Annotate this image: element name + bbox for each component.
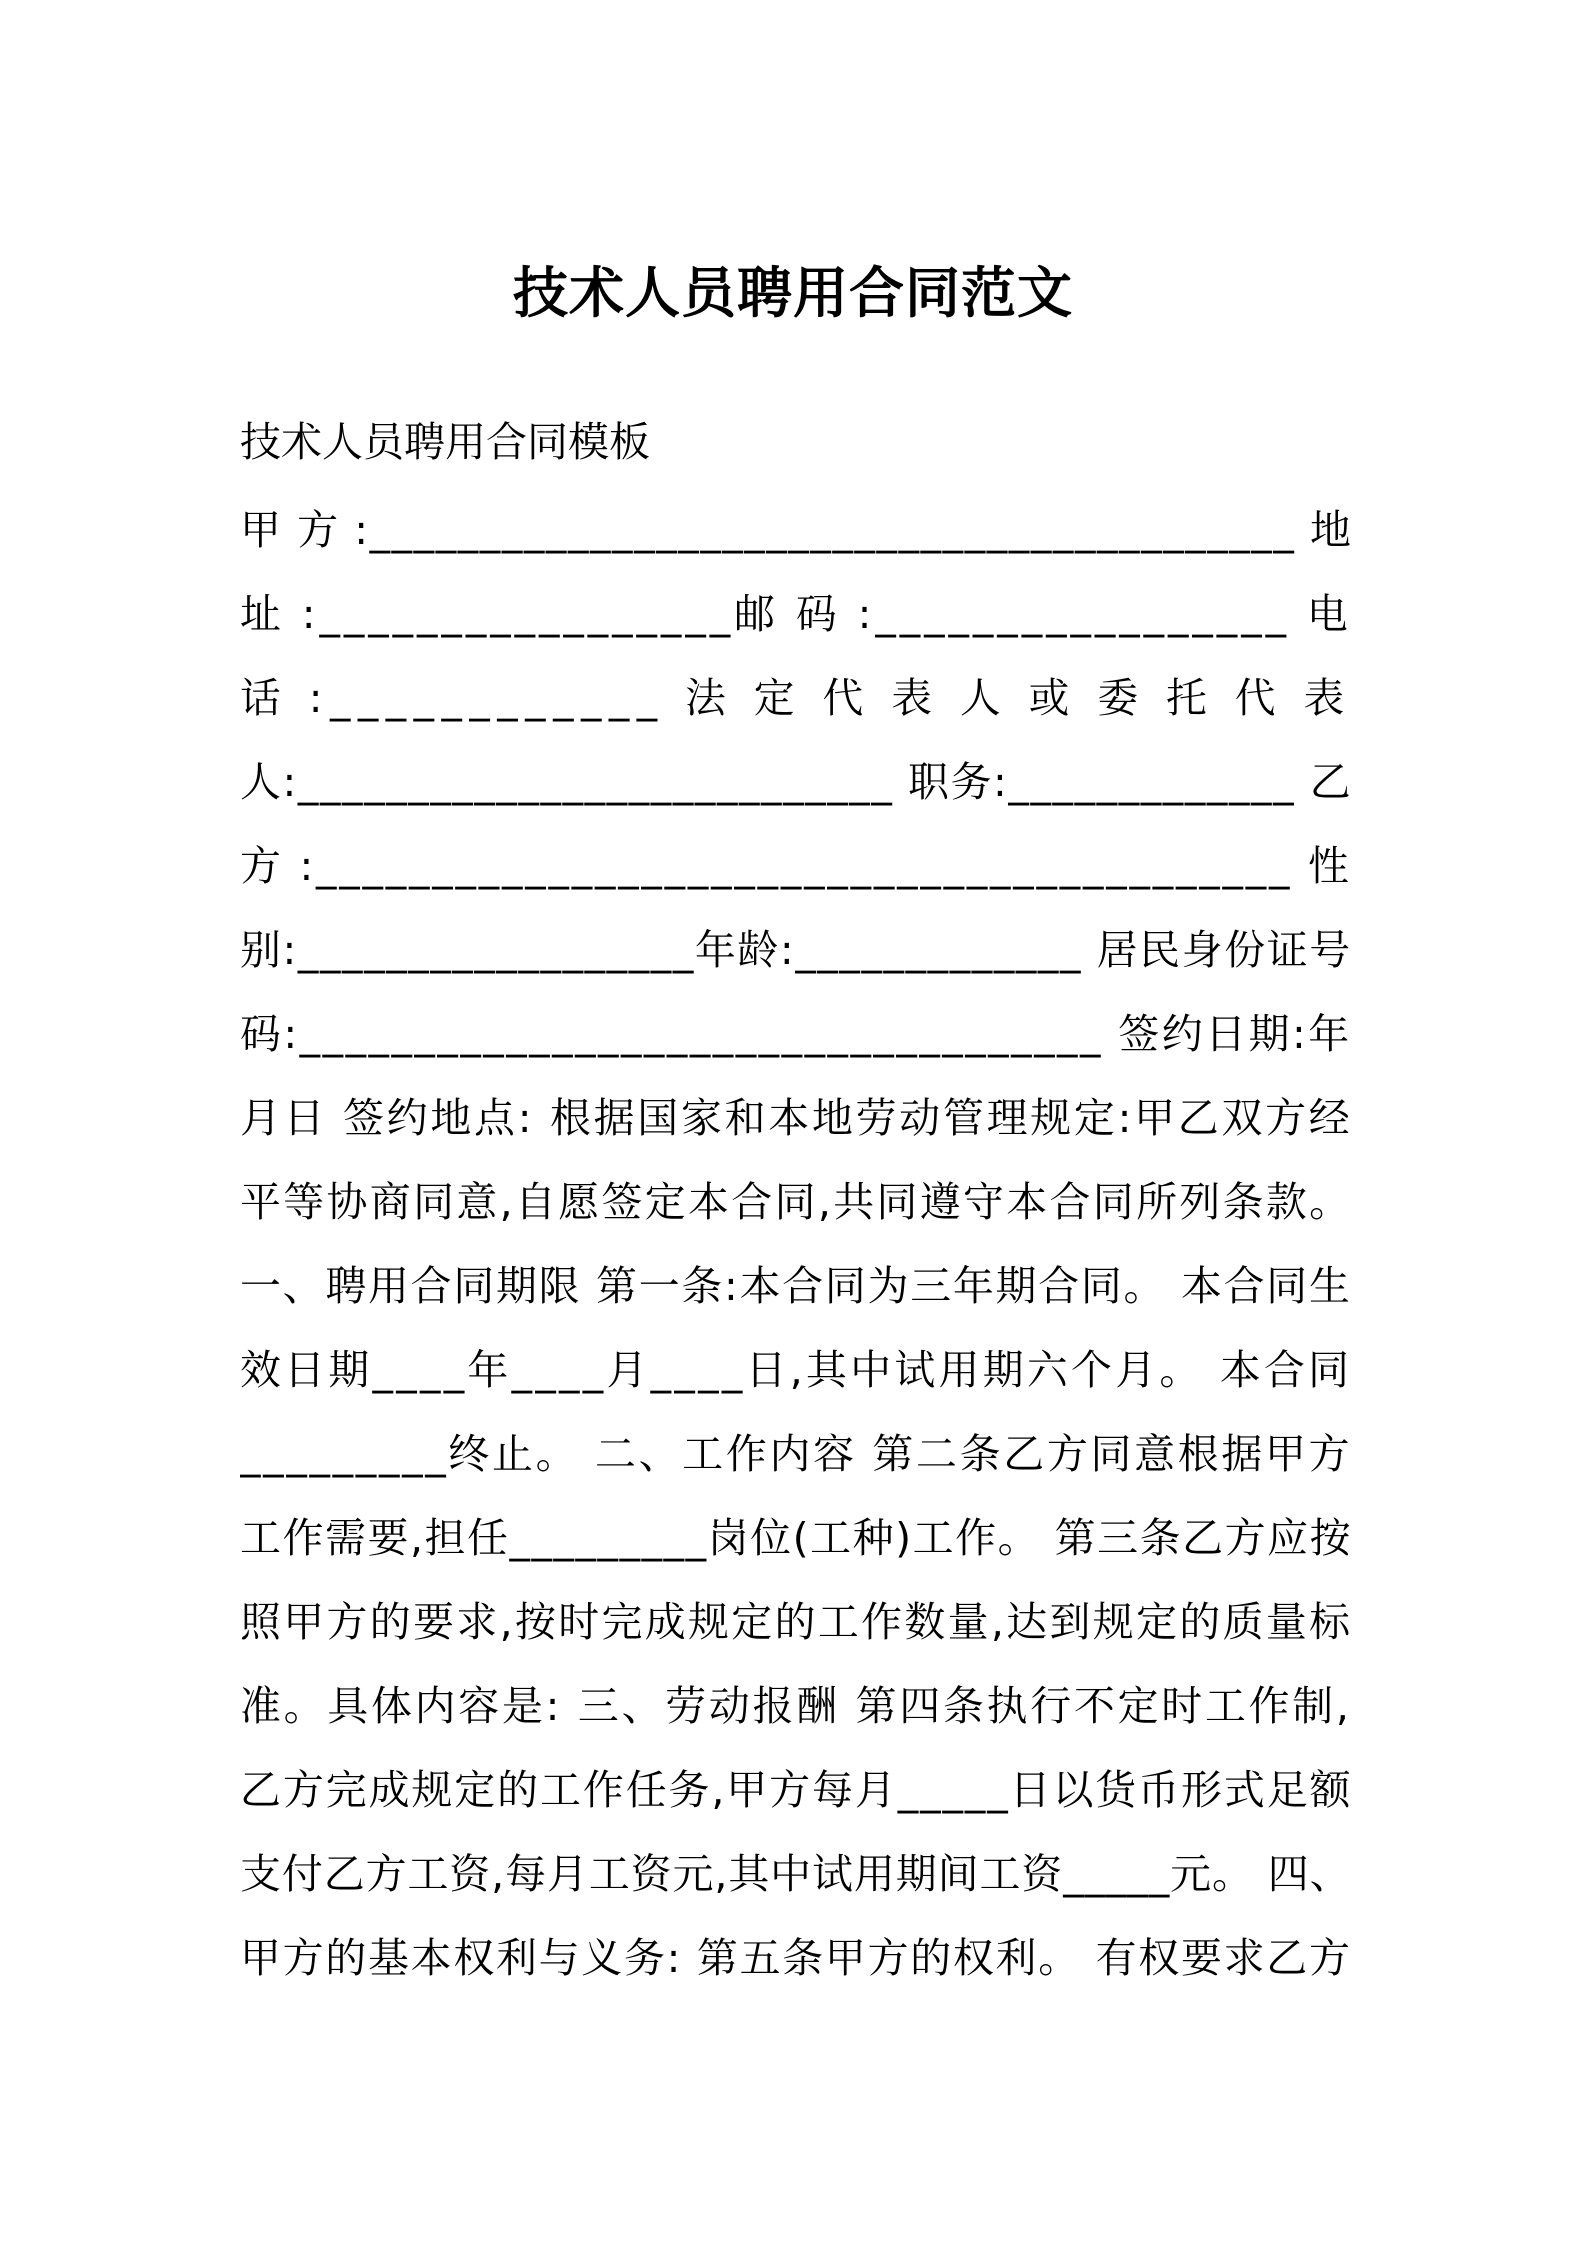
body-line: 方 :__________________________________________ 性 (240, 842, 1352, 890)
body-line: 别:__________________年龄:_____________ 居民身份证号 (240, 926, 1352, 974)
body-line: 支付乙方工资,每月工资元,其中试用期间工资_____元。 四、 (240, 1850, 1352, 1898)
body-line: 址 :_________________邮 码 :_________________ 电 (240, 590, 1352, 638)
document-title: 技术人员聘用合同范文 (512, 261, 1073, 325)
body-line: 效日期____年____月____日,其中试用期六个月。 本合同 (240, 1346, 1352, 1394)
body-line: 准。具体内容是: 三、劳动报酬 第四条执行不定时工作制, (240, 1682, 1352, 1730)
body-line: 照甲方的要求,按时完成规定的工作数量,达到规定的质量标 (240, 1598, 1352, 1646)
body-line: 月日 签约地点: 根据国家和本地劳动管理规定:甲乙双方经 (240, 1094, 1352, 1142)
body-line: 乙方完成规定的工作任务,甲方每月_____日以货币形式足额 (240, 1766, 1352, 1814)
body-line: 甲 方 :__________________________________________ 地 (240, 506, 1352, 554)
contract-body (240, 488, 1352, 2000)
body-line: 平等协商同意,自愿签定本合同,共同遵守本合同所列条款。 (240, 1178, 1352, 1226)
document-subtitle: 技术人员聘用合同模板 (240, 418, 650, 466)
body-line: 甲方的基本权利与义务: 第五条甲方的权利。 有权要求乙方 (240, 1934, 1352, 1982)
body-line: 话 :____________ 法 定 代 表 人 或 委 托 代 表 (240, 674, 1352, 722)
body-line: 一、聘用合同期限 第一条:本合同为三年期合同。 本合同生 (240, 1262, 1352, 1310)
body-line: 人:___________________________ 职务:_____________ 乙 (240, 758, 1352, 806)
body-line: 工作需要,担任_________岗位(工种)工作。 第三条乙方应按 (240, 1514, 1352, 1562)
body-line: 码:___________________________________ 签约日期:年 (240, 1010, 1352, 1058)
body-line: _________终止。 二、工作内容 第二条乙方同意根据甲方 (240, 1430, 1352, 1478)
